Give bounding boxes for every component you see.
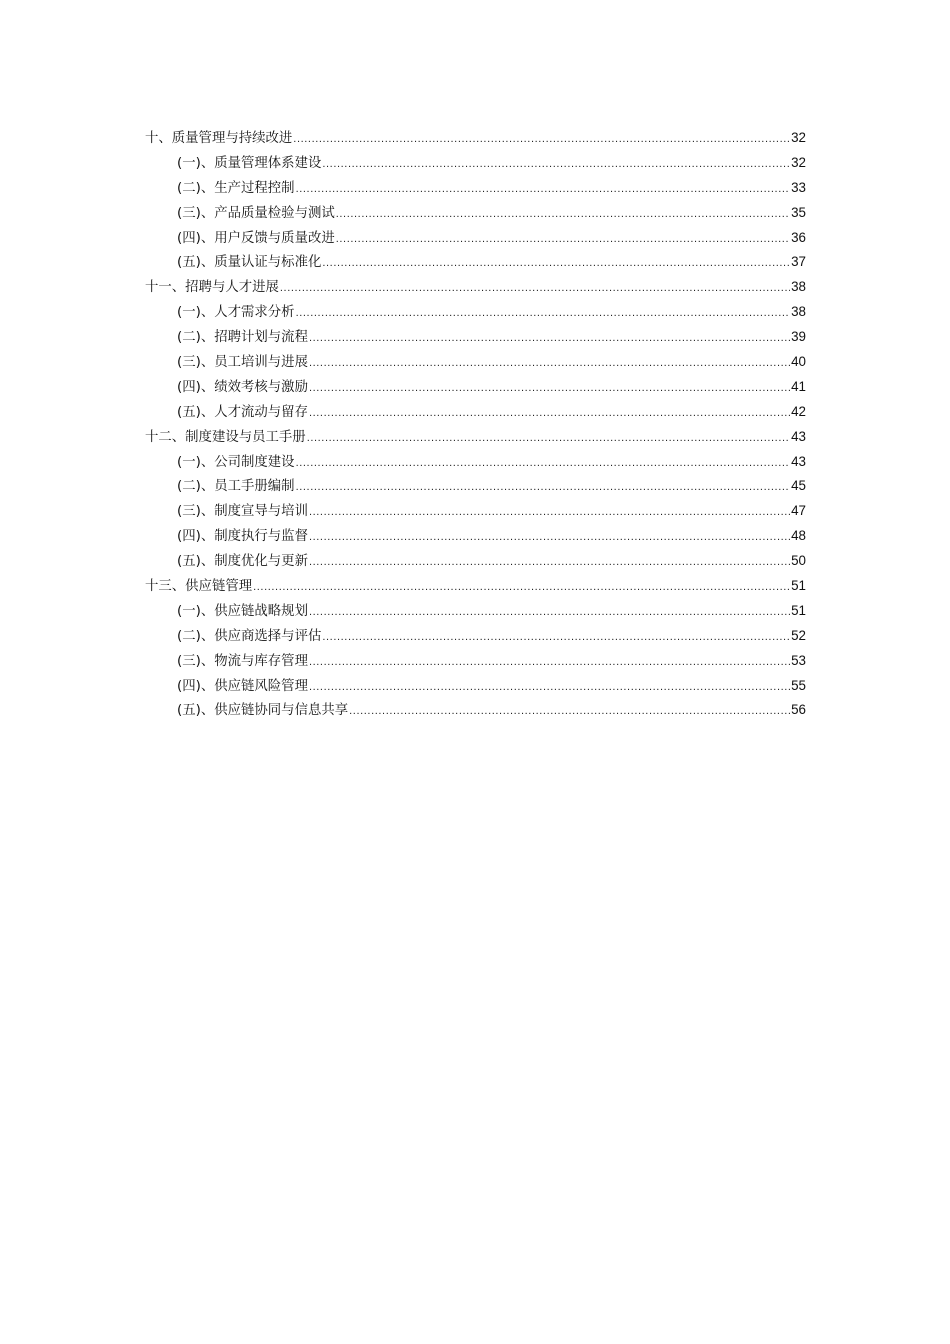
- toc-entry-title: (三)、制度宣导与培训: [177, 504, 308, 520]
- toc-entry-title: (四)、用户反馈与质量改进: [177, 230, 335, 246]
- dot-leader: [309, 550, 790, 575]
- table-of-contents: [145, 126, 806, 723]
- dot-leader: [280, 276, 790, 301]
- toc-entry-title: 十三、供应链管理: [145, 579, 253, 595]
- toc-entry-section[interactable]: [145, 300, 806, 325]
- toc-entry-page-number: 43: [791, 428, 806, 444]
- toc-entry-title: 十二、制度建设与员工手册: [145, 429, 306, 445]
- dot-leader: [296, 451, 791, 476]
- toc-entry-title: (一)、公司制度建设: [177, 454, 295, 470]
- dot-leader: [309, 600, 790, 625]
- toc-entry-page-number: 47: [791, 503, 806, 519]
- toc-entry-title: (四)、供应链风险管理: [177, 678, 308, 694]
- toc-entry-section[interactable]: [145, 474, 806, 499]
- toc-entry-section[interactable]: [145, 649, 806, 674]
- toc-entry-page-number: 35: [791, 204, 806, 220]
- toc-entry-chapter-12[interactable]: [145, 425, 806, 450]
- dot-leader: [309, 401, 790, 426]
- dot-leader: [309, 326, 790, 351]
- toc-entry-section[interactable]: [145, 698, 806, 723]
- toc-entry-section[interactable]: [145, 674, 806, 699]
- toc-entry-section[interactable]: [145, 325, 806, 350]
- toc-entry-section[interactable]: [145, 151, 806, 176]
- toc-entry-page-number: 53: [791, 652, 806, 668]
- dot-leader: [309, 376, 790, 401]
- dot-leader: [349, 699, 790, 724]
- toc-entry-title: (五)、制度优化与更新: [177, 554, 308, 570]
- dot-leader: [309, 500, 790, 525]
- toc-entry-section[interactable]: [145, 450, 806, 475]
- toc-entry-section[interactable]: [145, 400, 806, 425]
- toc-entry-title: 十一、招聘与人才进展: [145, 280, 279, 296]
- toc-entry-title: (一)、供应链战略规划: [177, 603, 308, 619]
- toc-entry-title: (三)、物流与库存管理: [177, 653, 308, 669]
- toc-entry-section[interactable]: [145, 350, 806, 375]
- toc-entry-page-number: 42: [791, 403, 806, 419]
- toc-entry-page-number: 32: [791, 130, 806, 145]
- toc-entry-title: (五)、质量认证与标准化: [177, 255, 322, 271]
- toc-entry-page-number: 45: [791, 478, 806, 494]
- toc-entry-page-number: 32: [791, 154, 806, 170]
- toc-entry-title: (一)、质量管理体系建设: [177, 155, 322, 171]
- toc-entry-page-number: 55: [791, 677, 806, 693]
- toc-entry-page-number: 56: [791, 702, 806, 718]
- toc-entry-section[interactable]: [145, 201, 806, 226]
- dot-leader: [309, 675, 790, 700]
- toc-entry-page-number: 41: [791, 378, 806, 394]
- dot-leader: [309, 650, 790, 675]
- toc-entry-chapter-13[interactable]: [145, 574, 806, 599]
- toc-entry-title: (三)、员工培训与进展: [177, 355, 308, 371]
- toc-entry-title: (二)、员工手册编制: [177, 479, 295, 495]
- toc-entry-page-number: 36: [791, 229, 806, 245]
- dot-leader: [307, 426, 790, 451]
- dot-leader: [309, 351, 790, 376]
- toc-entry-page-number: 33: [791, 179, 806, 195]
- toc-entry-title: (五)、供应链协同与信息共享: [177, 703, 349, 719]
- dot-leader: [322, 152, 790, 177]
- toc-entry-section[interactable]: [145, 250, 806, 275]
- toc-entry-page-number: 48: [791, 528, 806, 544]
- toc-entry-page-number: 51: [791, 578, 806, 594]
- dot-leader: [296, 475, 791, 500]
- toc-entry-page-number: 38: [791, 304, 806, 320]
- toc-entry-page-number: 39: [791, 329, 806, 345]
- dot-leader: [322, 251, 790, 276]
- toc-entry-section[interactable]: [145, 176, 806, 201]
- toc-entry-title: (四)、制度执行与监督: [177, 529, 308, 545]
- dot-leader: [296, 177, 791, 202]
- toc-entry-title: 十、质量管理与持续改进: [145, 131, 293, 146]
- toc-entry-title: (一)、人才需求分析: [177, 305, 295, 321]
- toc-entry-section[interactable]: [145, 549, 806, 574]
- toc-entry-chapter-11[interactable]: [145, 275, 806, 300]
- toc-entry-section[interactable]: [145, 375, 806, 400]
- dot-leader: [296, 301, 791, 326]
- toc-entry-page-number: 50: [791, 553, 806, 569]
- dot-leader: [293, 127, 790, 152]
- toc-entry-title: (五)、人才流动与留存: [177, 404, 308, 420]
- toc-entry-section[interactable]: [145, 524, 806, 549]
- toc-entry-page-number: 51: [791, 602, 806, 618]
- toc-entry-section[interactable]: [145, 499, 806, 524]
- toc-entry-page-number: 43: [791, 453, 806, 469]
- toc-entry-page-number: 38: [791, 279, 806, 295]
- toc-entry-section[interactable]: [145, 226, 806, 251]
- dot-leader: [336, 202, 790, 227]
- toc-entry-title: (二)、供应商选择与评估: [177, 628, 322, 644]
- toc-entry-title: (二)、招聘计划与流程: [177, 330, 308, 346]
- dot-leader: [336, 227, 790, 252]
- toc-entry-page-number: 37: [791, 254, 806, 270]
- toc-entry-section[interactable]: [145, 599, 806, 624]
- dot-leader: [253, 575, 790, 600]
- toc-entry-title: (四)、绩效考核与激励: [177, 379, 308, 395]
- toc-entry-page-number: 52: [791, 627, 806, 643]
- dot-leader: [309, 525, 790, 550]
- toc-entry-chapter-10[interactable]: [145, 126, 806, 151]
- toc-entry-title: (二)、生产过程控制: [177, 180, 295, 196]
- toc-entry-page-number: 40: [791, 354, 806, 370]
- dot-leader: [322, 625, 790, 650]
- toc-entry-section[interactable]: [145, 624, 806, 649]
- toc-entry-title: (三)、产品质量检验与测试: [177, 205, 335, 221]
